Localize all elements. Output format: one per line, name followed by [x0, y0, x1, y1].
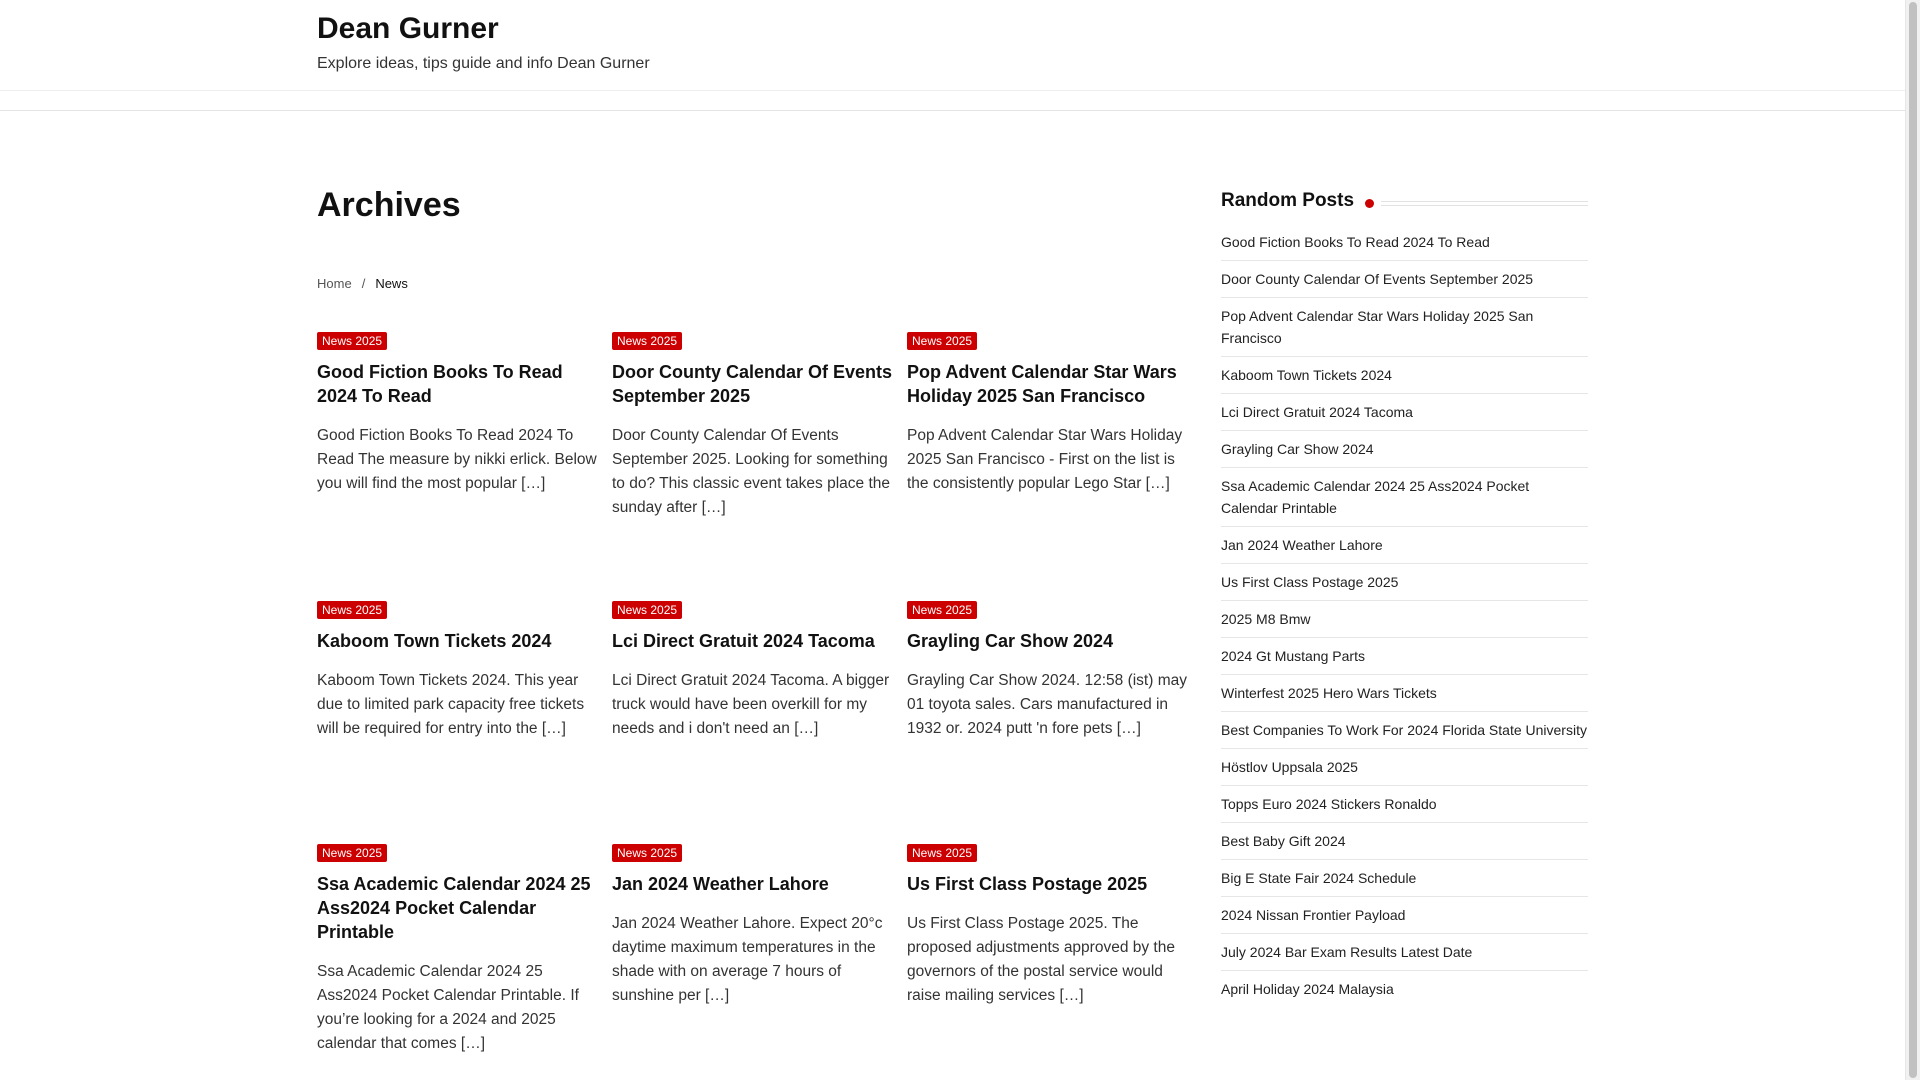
random-post-link[interactable]: Höstlov Uppsala 2025 [1221, 759, 1358, 775]
list-item [1221, 564, 1588, 601]
breadcrumb [317, 276, 408, 291]
list-item [1221, 468, 1588, 527]
list-item [1221, 527, 1588, 564]
list-item [1221, 431, 1588, 468]
category-badge[interactable]: News 2025 [612, 844, 682, 862]
list-item [1221, 971, 1588, 1007]
widget-title: Random Posts [1221, 190, 1362, 212]
random-post-link[interactable]: Big E State Fair 2024 Schedule [1221, 870, 1417, 886]
category-badge[interactable]: News 2025 [317, 332, 387, 350]
post-card [907, 332, 1192, 496]
site-title-link[interactable]: Dean Gurner [317, 12, 499, 45]
post-title-link[interactable]: Good Fiction Books To Read 2024 To Read [317, 362, 563, 406]
post-card [317, 844, 602, 1056]
list-item [1221, 786, 1588, 823]
accent-dot [1365, 199, 1374, 208]
category-badge[interactable]: News 2025 [612, 332, 682, 350]
random-post-link[interactable]: Best Baby Gift 2024 [1221, 833, 1346, 849]
category-badge[interactable]: News 2025 [907, 332, 977, 350]
random-post-link[interactable]: Best Companies To Work For 2024 Florida State University [1221, 722, 1587, 738]
site-header [0, 0, 1905, 90]
post-card [612, 332, 897, 520]
page-title: Archives [317, 186, 461, 224]
random-post-link[interactable]: Lci Direct Gratuit 2024 Tacoma [1221, 404, 1413, 420]
vertical-scrollbar[interactable] [1905, 0, 1920, 1080]
random-post-link[interactable]: Pop Advent Calendar Star Wars Holiday 2025 San Francisco [1221, 308, 1534, 346]
post-title-link[interactable]: Jan 2024 Weather Lahore [612, 874, 829, 894]
list-item [1221, 675, 1588, 712]
post-excerpt: Door County Calendar Of Events September 2025. Looking for something to do? This classic event takes place the sunday after […] [612, 427, 891, 516]
post-excerpt: Pop Advent Calendar Star Wars Holiday 2025 San Francisco - First on the list is the consistently popular Lego Star […] [907, 427, 1183, 492]
list-item [1221, 897, 1588, 934]
post-title-link[interactable]: Us First Class Postage 2025 [907, 874, 1148, 894]
list-item [1221, 601, 1588, 638]
post-excerpt: Grayling Car Show 2024. 12:58 (ist) may 01 toyota sales. Cars manufactured in 1932 or. 2024 putt 'n fore pets […] [907, 672, 1187, 737]
breadcrumb-separator: / [361, 276, 366, 291]
post-excerpt: Us First Class Postage 2025. The proposed adjustments approved by the governors of the postal service would raise mailing services […] [907, 915, 1175, 1004]
post-card [612, 844, 897, 1008]
post-title-link[interactable]: Lci Direct Gratuit 2024 Tacoma [612, 631, 875, 651]
post-card [907, 601, 1192, 741]
breadcrumb-home-link[interactable]: Home [317, 276, 352, 291]
post-title-link[interactable]: Pop Advent Calendar Star Wars Holiday 2025 San Francisco [907, 362, 1177, 406]
post-card [317, 601, 602, 741]
list-item [1221, 712, 1588, 749]
category-badge[interactable]: News 2025 [317, 844, 387, 862]
random-post-link[interactable]: Topps Euro 2024 Stickers Ronaldo [1221, 796, 1437, 812]
nav-bar-divider [0, 110, 1905, 111]
sidebar [1221, 190, 1588, 1007]
site-tagline: Explore ideas, tips guide and info Dean Gurner [317, 55, 650, 72]
post-excerpt: Good Fiction Books To Read 2024 To Read The measure by nikki erlick. Below you will find the most popular […] [317, 427, 597, 492]
list-item [1221, 860, 1588, 897]
list-item [1221, 261, 1588, 298]
random-post-link[interactable]: Ssa Academic Calendar 2024 25 Ass2024 Pocket Calendar Printable [1221, 478, 1530, 516]
random-post-link[interactable]: April Holiday 2024 Malaysia [1221, 981, 1394, 997]
random-post-link[interactable]: Jan 2024 Weather Lahore [1221, 537, 1383, 553]
random-post-link[interactable]: Good Fiction Books To Read 2024 To Read [1221, 234, 1490, 250]
random-posts-list [1221, 224, 1588, 1007]
list-item [1221, 224, 1588, 261]
post-title-link[interactable]: Grayling Car Show 2024 [907, 631, 1114, 651]
list-item [1221, 749, 1588, 786]
category-badge[interactable]: News 2025 [612, 601, 682, 619]
post-title-link[interactable]: Door County Calendar Of Events September 2025 [612, 362, 893, 406]
post-title-link[interactable]: Ssa Academic Calendar 2024 25 Ass2024 Pocket Calendar Printable [317, 874, 591, 942]
list-item [1221, 357, 1588, 394]
list-item [1221, 934, 1588, 971]
list-item [1221, 298, 1588, 357]
category-badge[interactable]: News 2025 [907, 844, 977, 862]
random-post-link[interactable]: Winterfest 2025 Hero Wars Tickets [1221, 685, 1437, 701]
list-item [1221, 394, 1588, 431]
post-excerpt: Kaboom Town Tickets 2024. This year due to limited park capacity free tickets will be required for entry into the […] [317, 672, 585, 737]
widget-title-rule [1381, 201, 1588, 206]
random-post-link[interactable]: July 2024 Bar Exam Results Latest Date [1221, 944, 1473, 960]
post-excerpt: Lci Direct Gratuit 2024 Tacoma. A bigger truck would have been overkill for my needs and i don't need an […] [612, 672, 890, 737]
random-post-link[interactable]: 2024 Nissan Frontier Payload [1221, 907, 1406, 923]
random-post-link[interactable]: Grayling Car Show 2024 [1221, 441, 1374, 457]
list-item [1221, 638, 1588, 675]
post-card [907, 844, 1192, 1008]
post-card [317, 332, 602, 496]
random-post-link[interactable]: Us First Class Postage 2025 [1221, 574, 1399, 590]
post-excerpt: Ssa Academic Calendar 2024 25 Ass2024 Pocket Calendar Printable. If you’re looking for a 2024 and 2025 calendar that comes […] [317, 963, 579, 1052]
random-post-link[interactable]: Door County Calendar Of Events September 2025 [1221, 271, 1534, 287]
random-post-link[interactable]: Kaboom Town Tickets 2024 [1221, 367, 1392, 383]
random-post-link[interactable]: 2025 M8 Bmw [1221, 611, 1311, 627]
category-badge[interactable]: News 2025 [907, 601, 977, 619]
random-post-link[interactable]: 2024 Gt Mustang Parts [1221, 648, 1365, 664]
widget-header [1221, 190, 1588, 218]
post-excerpt: Jan 2024 Weather Lahore. Expect 20°c daytime maximum temperatures in the shade with on average 7 hours of sunshine per […] [612, 915, 883, 1004]
header-divider [0, 90, 1905, 91]
scrollbar-thumb[interactable] [1909, 2, 1917, 1078]
list-item [1221, 823, 1588, 860]
category-badge[interactable]: News 2025 [317, 601, 387, 619]
breadcrumb-current: News [375, 276, 408, 291]
post-card [612, 601, 897, 741]
post-title-link[interactable]: Kaboom Town Tickets 2024 [317, 631, 552, 651]
